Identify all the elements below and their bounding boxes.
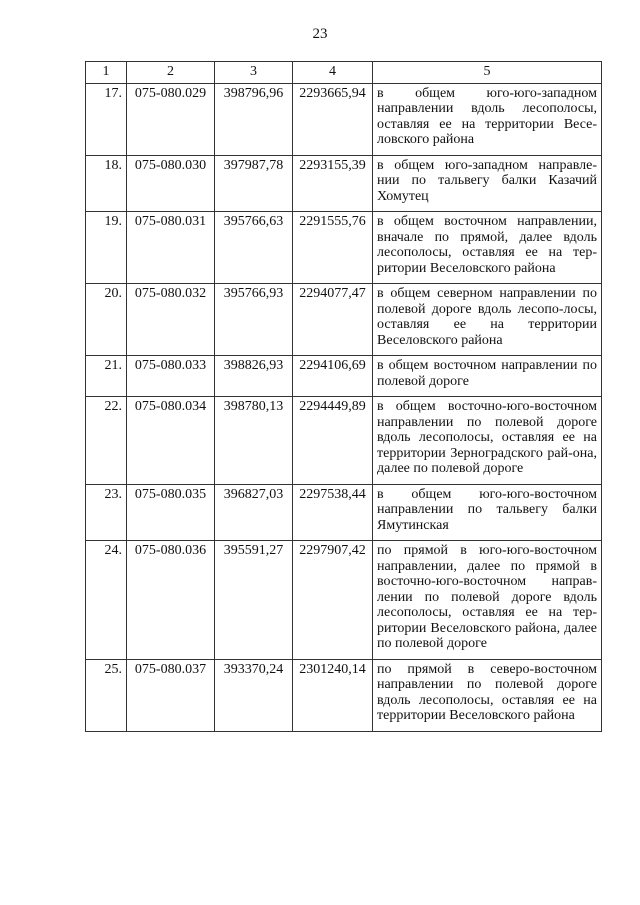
point-code: 075-080.034 — [127, 397, 215, 485]
boundary-description: в общем восточном направлении по полевой дороге — [373, 356, 602, 397]
header-col-3: 3 — [215, 62, 293, 84]
row-number: 24. — [86, 541, 127, 660]
row-number: 18. — [86, 155, 127, 212]
boundary-description: в общем восточно-юго-восточном направлении по полевой дороге вдоль лесополосы, оставляя ее на территории Зерноградского рай-она, далее по полевой дороге — [373, 397, 602, 485]
row-number: 21. — [86, 356, 127, 397]
coord-y: 2294106,69 — [293, 356, 373, 397]
coord-x: 395591,27 — [215, 541, 293, 660]
coord-x: 398780,13 — [215, 397, 293, 485]
header-col-1: 1 — [86, 62, 127, 84]
header-col-4: 4 — [293, 62, 373, 84]
table-row — [86, 356, 602, 397]
point-code: 075-080.031 — [127, 212, 215, 284]
coord-x: 398796,96 — [215, 83, 293, 155]
boundary-description: в общем восточном направлении, вначале по прямой, далее вдоль лесополосы, оставляя ее на тер-ритории Веселовского района — [373, 212, 602, 284]
row-number: 22. — [86, 397, 127, 485]
table-row — [86, 212, 602, 284]
table-row — [86, 83, 602, 155]
boundary-description: в общем юго-юго-восточном направлении по тальвегу балки Ямутинская — [373, 484, 602, 541]
boundary-description: в общем юго-юго-западном направлении вдоль лесополосы, оставляя ее на территории Весе-ловского района — [373, 83, 602, 155]
coord-x: 395766,93 — [215, 284, 293, 356]
boundary-description: по прямой в юго-юго-восточном направлении, далее по прямой в восточно-юго-восточном направ-лении по полевой дороге вдоль лесополосы, оставляя ее на тер-ритории Веселовского района, далее по полевой дороге — [373, 541, 602, 660]
boundary-description: по прямой в северо-восточном направлении по полевой дороге вдоль лесополосы, оставляя ее на территории Веселовского района — [373, 659, 602, 731]
row-number: 23. — [86, 484, 127, 541]
page-number: 23 — [312, 26, 328, 42]
point-code: 075-080.029 — [127, 83, 215, 155]
table-header-row — [86, 62, 602, 84]
point-code: 075-080.035 — [127, 484, 215, 541]
table-row — [86, 155, 602, 212]
table-row — [86, 397, 602, 485]
header-col-5: 5 — [373, 62, 602, 84]
row-number: 17. — [86, 83, 127, 155]
coord-y: 2291555,76 — [293, 212, 373, 284]
row-number: 25. — [86, 659, 127, 731]
coord-y: 2297907,42 — [293, 541, 373, 660]
coord-x: 395766,63 — [215, 212, 293, 284]
coord-y: 2294449,89 — [293, 397, 373, 485]
boundary-description: в общем северном направлении по полевой дороге вдоль лесопо-лосы, оставляя ее на территории Веселовского района — [373, 284, 602, 356]
point-code: 075-080.032 — [127, 284, 215, 356]
coord-x: 397987,78 — [215, 155, 293, 212]
table-row — [86, 659, 602, 731]
boundary-description: в общем юго-западном направле-нии по тальвегу балки Казачий Хомутец — [373, 155, 602, 212]
table-row — [86, 284, 602, 356]
point-code: 075-080.033 — [127, 356, 215, 397]
point-code: 075-080.036 — [127, 541, 215, 660]
point-code: 075-080.037 — [127, 659, 215, 731]
coord-x: 396827,03 — [215, 484, 293, 541]
coord-y: 2297538,44 — [293, 484, 373, 541]
row-number: 20. — [86, 284, 127, 356]
header-col-2: 2 — [127, 62, 215, 84]
coord-y: 2294077,47 — [293, 284, 373, 356]
coord-x: 393370,24 — [215, 659, 293, 731]
boundary-table — [85, 61, 602, 732]
coord-y: 2293155,39 — [293, 155, 373, 212]
coord-y: 2301240,14 — [293, 659, 373, 731]
table-row — [86, 484, 602, 541]
point-code: 075-080.030 — [127, 155, 215, 212]
table-row — [86, 541, 602, 660]
coord-y: 2293665,94 — [293, 83, 373, 155]
coord-x: 398826,93 — [215, 356, 293, 397]
row-number: 19. — [86, 212, 127, 284]
